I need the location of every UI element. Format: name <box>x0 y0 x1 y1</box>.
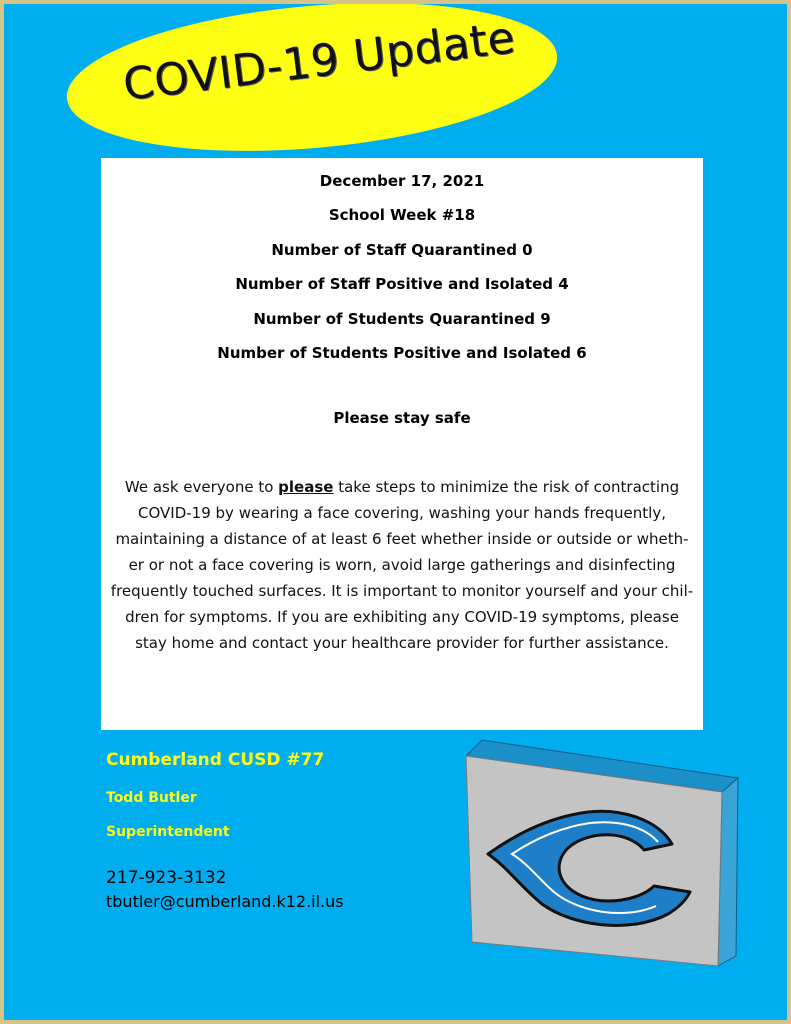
message-intro: We ask everyone to <box>124 478 279 496</box>
staff-quarantined: Number of Staff Quarantined 0 <box>271 240 533 259</box>
superintendent-title: Superintendent <box>106 824 230 840</box>
message-line-2: COVID-19 by wearing a face covering, washing your hands frequently, <box>138 504 666 522</box>
school-week: School Week #18 <box>328 206 476 225</box>
safety-message <box>109 474 695 656</box>
message-line-5: frequently touched surfaces. It is important to monitor yourself and your chil- <box>110 582 694 600</box>
cumberland-c-logo-icon <box>460 736 750 972</box>
message-line-3: maintaining a distance of at least 6 feet whether inside or outside or wheth- <box>115 530 689 548</box>
stay-safe-text: Please stay safe <box>333 409 471 427</box>
district-name: Cumberland CUSD #77 <box>106 750 325 770</box>
message-emphasis: please <box>278 478 334 496</box>
staff-positive: Number of Staff Positive and Isolated 4 <box>235 275 569 294</box>
superintendent-name: Todd Butler <box>106 790 197 806</box>
report-card <box>101 158 703 730</box>
contact-phone: 217-923-3132 <box>106 868 227 888</box>
page-title: COVID-19 Update <box>120 12 518 111</box>
students-quarantined: Number of Students Quarantined 9 <box>253 309 551 328</box>
stats-list <box>101 168 703 374</box>
message-line-6: dren for symptoms. If you are exhibiting any COVID-19 symptoms, please <box>125 608 679 626</box>
message-line-7: stay home and contact your healthcare provider for further assistance. <box>135 634 669 652</box>
message-line-4: er or not a face covering is worn, avoid large gatherings and disinfecting <box>128 556 676 574</box>
contact-email: tbutler@cumberland.k12.il.us <box>106 892 344 911</box>
message-line-1-rest: take steps to minimize the risk of contracting <box>333 478 680 496</box>
report-date: December 17, 2021 <box>319 172 485 190</box>
students-positive: Number of Students Positive and Isolated 6 <box>217 343 587 362</box>
message-line-1 <box>109 474 695 500</box>
